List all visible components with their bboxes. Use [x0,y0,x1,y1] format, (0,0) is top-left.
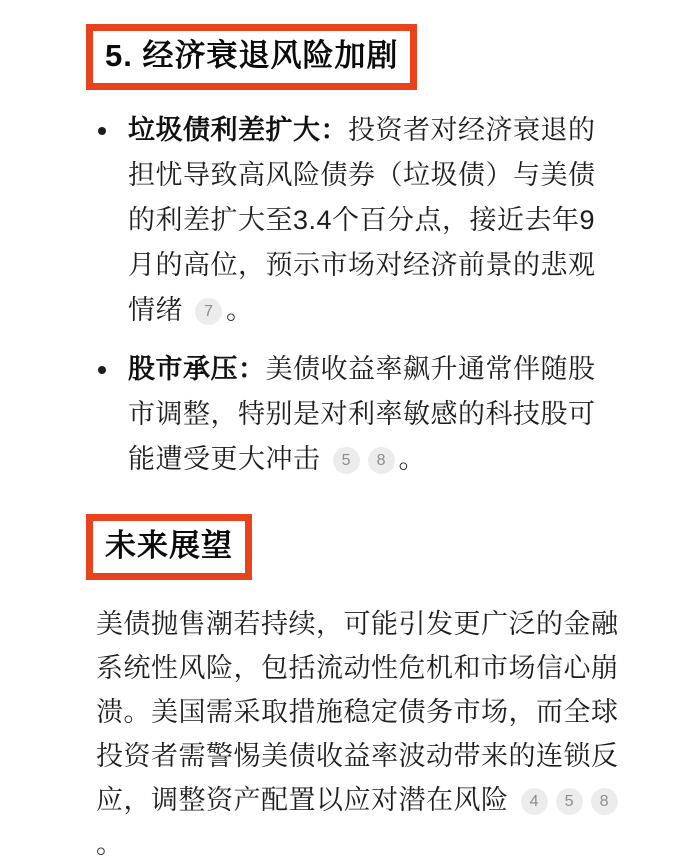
paragraph-text: 美债抛售潮若持续，可能引发更广泛的金融系统性风险，包括流动性危机和市场信心崩溃。美国需采取措施稳定债务市场，而全球投资者需警惕美债收益率波动带来的连锁反应，调整资产配置以应对潜在风险 [96,608,619,815]
section-future-outlook [86,514,622,866]
bullet-lead-text: 垃圾债利差扩大： [128,114,348,145]
sentence-period: 。 [398,443,427,474]
list-item-junk-bond-spread [86,108,622,333]
bullet-body-text: 投资者对经济衰退的担忧导致高风险债券（垃圾债）与美债的利差扩大至3.4个百分点，接近去年9月的高位，预示市场对经济前景的悲观情绪 [128,114,596,325]
bullet-body-text: 美债收益率飙升通常伴随股市调整，特别是对利率敏感的科技股可能遭受更大冲击 [128,353,596,474]
section-recession-risk [86,24,622,482]
bullet-icon [98,366,106,374]
bullet-icon [98,127,106,135]
citation-badge[interactable]: 4 [521,788,548,815]
citation-badge[interactable]: 5 [333,447,360,474]
citation-badge[interactable]: 8 [591,788,618,815]
heading-row [86,514,622,580]
heading-row [86,24,622,90]
bullet-list [86,108,622,482]
list-item-stock-pressure [86,347,622,482]
sentence-period: 。 [96,828,124,859]
section-heading-future-outlook: 未来展望 [86,514,252,580]
citation-badge[interactable]: 8 [368,447,395,474]
bullet-lead-text: 股市承压： [128,353,266,384]
citation-badge[interactable]: 7 [195,298,222,325]
citation-badge[interactable]: 5 [556,788,583,815]
section-heading-recession-risk: 5. 经济衰退风险加剧 [86,24,417,90]
sentence-period: 。 [226,294,254,325]
